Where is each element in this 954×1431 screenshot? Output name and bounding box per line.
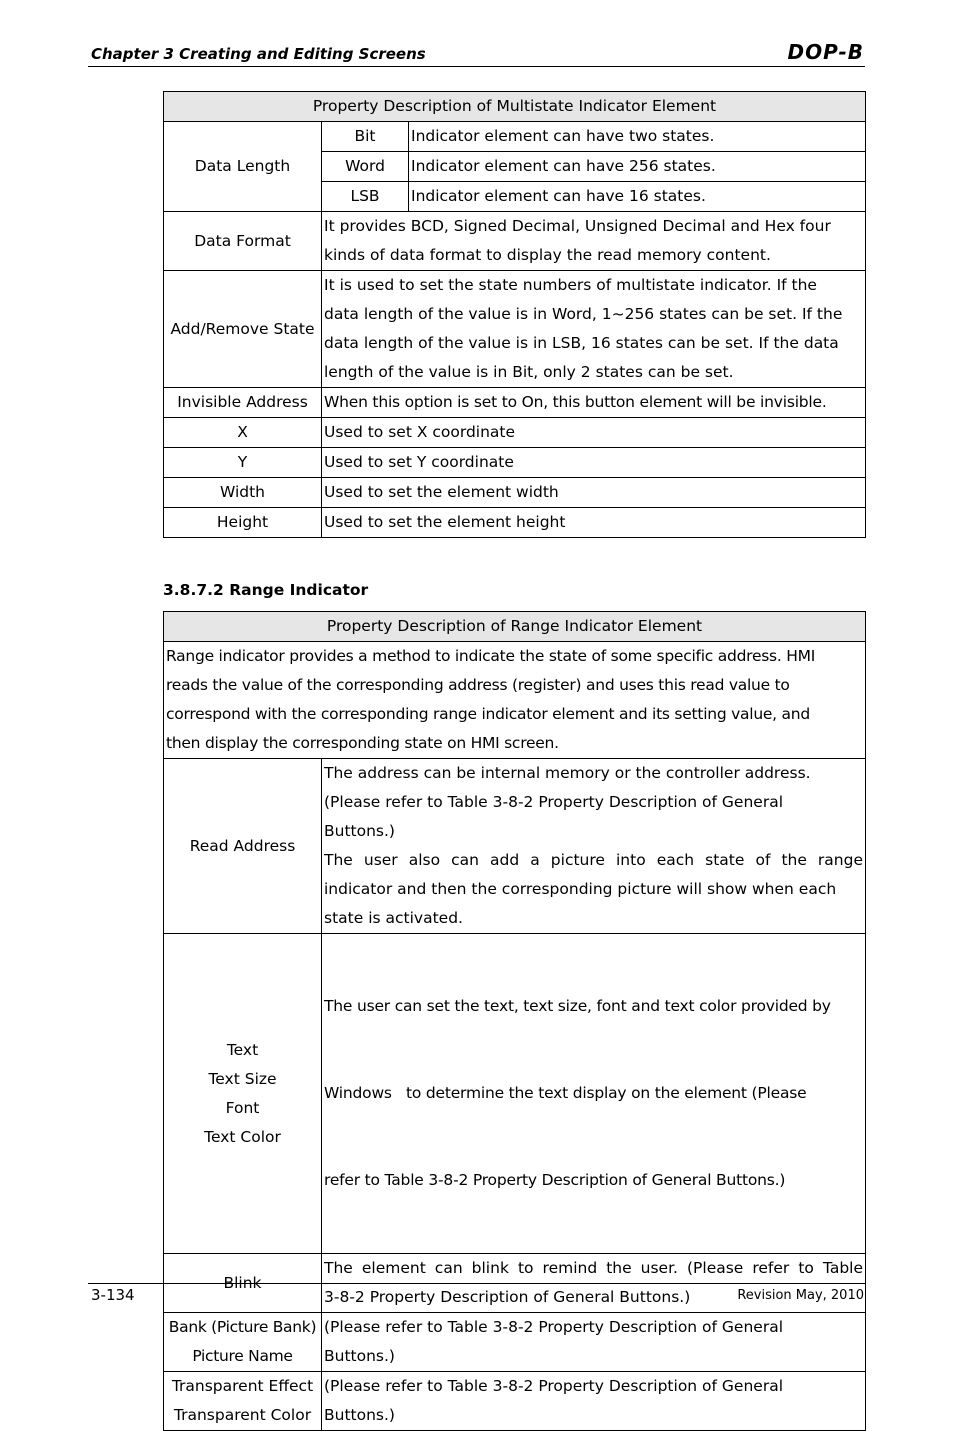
row-label-y: Y	[164, 448, 322, 478]
range-indicator-intro	[164, 642, 866, 759]
section-heading: 3.8.7.2 Range Indicator	[163, 581, 369, 599]
row-label-bank-group	[164, 1313, 322, 1372]
footer-divider	[88, 1283, 865, 1284]
y-desc: Used to set Y coordinate	[322, 448, 866, 478]
range-indicator-table	[163, 611, 866, 1431]
desc-line: The element can blink to remind the user. (Please refer to Table	[324, 1259, 863, 1277]
row-label-add-remove-state: Add/Remove State	[164, 271, 322, 388]
desc-line: The user also can add a picture into each state of the range	[324, 851, 863, 869]
row-label: Text Color	[204, 1127, 281, 1146]
multistate-indicator-table	[163, 91, 866, 538]
desc-line: indicator and then the corresponding picture will show when each	[324, 880, 837, 898]
read-address-desc	[322, 759, 866, 934]
desc-line: The address can be internal memory or the controller address.	[324, 764, 811, 782]
data-length-type: Bit	[322, 122, 409, 152]
desc-line: It is used to set the state numbers of multistate indicator. If the	[324, 276, 817, 294]
desc-line: kinds of data format to display the read memory content.	[324, 246, 771, 264]
transparent-desc	[322, 1372, 866, 1431]
row-label-data-length: Data Length	[164, 122, 322, 212]
desc-line: correspond with the corresponding range indicator element and its setting value, and	[166, 705, 810, 723]
page-number: 3-134	[91, 1286, 135, 1304]
desc-line: length of the value is in Bit, only 2 states can be set.	[324, 363, 734, 381]
revision-date: Revision May, 2010	[737, 1288, 864, 1303]
desc-line: Windows to determine the text display on the element (Please	[324, 1084, 807, 1102]
row-label: Transparent Color	[173, 1406, 312, 1424]
data-length-type: LSB	[322, 182, 409, 212]
row-label: Text	[226, 1040, 259, 1059]
row-label-x: X	[164, 418, 322, 448]
brand-logo: DOP-B	[787, 40, 864, 64]
width-desc: Used to set the element width	[322, 478, 866, 508]
desc-line: Buttons.)	[324, 1347, 395, 1365]
data-length-desc: Indicator element can have 256 states.	[409, 152, 866, 182]
row-label-blink: Blink	[164, 1254, 322, 1313]
desc-line: then display the corresponding state on HMI screen.	[166, 734, 559, 752]
data-length-desc: Indicator element can have two states.	[409, 122, 866, 152]
row-label-width: Width	[164, 478, 322, 508]
row-label-data-format: Data Format	[164, 212, 322, 271]
row-label-invisible-address: Invisible Address	[164, 388, 322, 418]
row-label-height: Height	[164, 508, 322, 538]
row-label-text-group	[164, 934, 322, 1254]
row-label: Text Size	[208, 1069, 277, 1088]
text-desc	[322, 934, 866, 1254]
header-divider	[88, 66, 865, 67]
desc-line: (Please refer to Table 3-8-2 Property Description of General	[324, 1318, 783, 1336]
chapter-title: Chapter 3 Creating and Editing Screens	[91, 45, 426, 63]
data-length-type: Word	[322, 152, 409, 182]
row-label: Transparent Effect	[171, 1377, 314, 1395]
table-title: Property Description of Multistate Indicator Element	[164, 92, 866, 122]
row-label-transparent-group	[164, 1372, 322, 1431]
bank-desc	[322, 1313, 866, 1372]
row-label: Picture Name	[192, 1347, 293, 1365]
data-length-desc: Indicator element can have 16 states.	[409, 182, 866, 212]
invisible-address-desc: When this option is set to On, this button element will be invisible.	[322, 388, 866, 418]
desc-line: data length of the value is in Word, 1~256 states can be set. If the	[324, 305, 843, 323]
height-desc: Used to set the element height	[322, 508, 866, 538]
desc-line: Range indicator provides a method to indicate the state of some specific address. HMI	[166, 647, 816, 665]
desc-line: Buttons.)	[324, 822, 395, 840]
data-format-desc	[322, 212, 866, 271]
row-label: Font	[225, 1098, 260, 1117]
desc-line: reads the value of the corresponding address (register) and uses this read value to	[166, 676, 790, 694]
desc-line: refer to Table 3-8-2 Property Description of General Buttons.)	[324, 1171, 786, 1189]
desc-line: (Please refer to Table 3-8-2 Property Description of General	[324, 793, 783, 811]
desc-line: Buttons.)	[324, 1406, 395, 1424]
desc-line: It provides BCD, Signed Decimal, Unsigned Decimal and Hex four	[324, 217, 831, 235]
desc-line: state is activated.	[324, 909, 463, 927]
table-title: Property Description of Range Indicator Element	[164, 612, 866, 642]
desc-line: The user can set the text, text size, font and text color provided by	[324, 997, 831, 1015]
row-label-read-address: Read Address	[164, 759, 322, 934]
desc-line: data length of the value is in LSB, 16 states can be set. If the data	[324, 334, 839, 352]
desc-line: (Please refer to Table 3-8-2 Property Description of General	[324, 1377, 783, 1395]
desc-line: 3-8-2 Property Description of General Buttons.)	[324, 1288, 691, 1306]
row-label: Bank (Picture Bank)	[168, 1318, 317, 1336]
add-remove-state-desc	[322, 271, 866, 388]
x-desc: Used to set X coordinate	[322, 418, 866, 448]
